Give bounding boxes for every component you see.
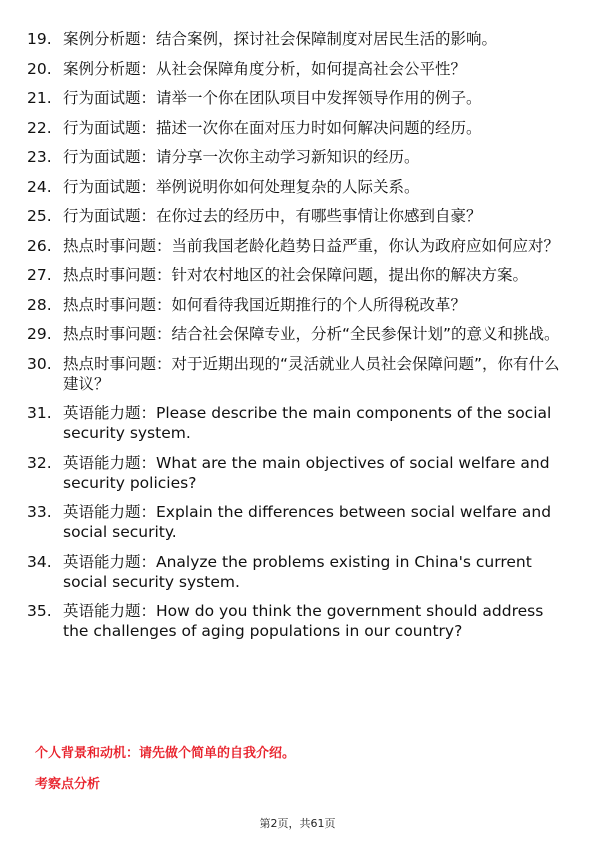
analysis-section-heading: 考察点分析 bbox=[35, 777, 101, 792]
question-item bbox=[0, 236, 595, 256]
question-number: 33. bbox=[27, 503, 52, 521]
question-text: 热点时事问题：当前我国老龄化趋势日益严重，你认为政府应如何应对？ bbox=[63, 236, 560, 255]
question-text: 热点时事问题：如何看待我国近期推行的个人所得税改革？ bbox=[63, 295, 467, 314]
question-item bbox=[0, 29, 595, 49]
question-text: 行为面试题：描述一次你在面对压力时如何解决问题的经历。 bbox=[63, 118, 482, 137]
question-text: 案例分析题：从社会保障角度分析，如何提高社会公平性？ bbox=[63, 59, 467, 78]
question-item bbox=[0, 295, 595, 315]
question-number: 20. bbox=[27, 59, 52, 78]
question-number: 22. bbox=[27, 118, 52, 137]
question-text: 行为面试题：请举一个你在团队项目中发挥领导作用的例子。 bbox=[63, 89, 482, 107]
question-item bbox=[0, 59, 595, 79]
question-item bbox=[0, 403, 595, 443]
page-number-footer: 第2页，共61页 bbox=[259, 817, 336, 830]
question-number: 21. bbox=[27, 89, 52, 107]
question-list bbox=[0, 29, 595, 651]
question-number: 23. bbox=[27, 148, 52, 166]
question-item bbox=[0, 118, 595, 138]
question-item bbox=[0, 177, 595, 197]
question-number: 35. bbox=[27, 602, 52, 620]
question-number: 32. bbox=[27, 453, 52, 472]
question-number: 31. bbox=[27, 404, 52, 422]
question-item bbox=[0, 601, 595, 641]
question-item bbox=[0, 265, 595, 285]
question-text: 英语能力题：Explain the differences between social welfare and social security. bbox=[63, 503, 552, 541]
question-text: 热点时事问题：对于近期出现的“灵活就业人员社会保障问题”，你有什么建议？ bbox=[63, 354, 560, 393]
question-item bbox=[0, 88, 595, 108]
question-item bbox=[0, 206, 595, 226]
question-number: 27. bbox=[27, 266, 52, 284]
question-item bbox=[0, 502, 595, 542]
question-text: 热点时事问题：针对农村地区的社会保障问题，提出你的解决方案。 bbox=[63, 266, 529, 284]
question-number: 28. bbox=[27, 295, 52, 314]
question-text: 热点时事问题：结合社会保障专业，分析“全民参保计划”的意义和挑战。 bbox=[63, 325, 560, 343]
question-number: 25. bbox=[27, 207, 52, 225]
question-number: 24. bbox=[27, 177, 52, 196]
question-number: 29. bbox=[27, 325, 52, 343]
question-text: 行为面试题：请分享一次你主动学习新知识的经历。 bbox=[63, 148, 420, 166]
question-number: 19. bbox=[27, 30, 52, 48]
question-text: 英语能力题：Please describe the main components of the social security system. bbox=[63, 404, 552, 442]
question-item bbox=[0, 354, 595, 394]
question-number: 30. bbox=[27, 354, 52, 373]
question-text: 案例分析题：结合案例，探讨社会保障制度对居民生活的影响。 bbox=[63, 30, 498, 48]
question-item bbox=[0, 453, 595, 493]
question-item bbox=[0, 324, 595, 344]
question-text: 英语能力题：Analyze the problems existing in China's current social security system. bbox=[63, 552, 532, 591]
question-text: 英语能力题：How do you think the government should address the challenges of aging populations in our country? bbox=[63, 602, 544, 640]
question-text: 行为面试题：举例说明你如何处理复杂的人际关系。 bbox=[63, 177, 420, 196]
question-number: 26. bbox=[27, 236, 52, 255]
question-item bbox=[0, 552, 595, 592]
question-text: 英语能力题：What are the main objectives of social welfare and security policies? bbox=[63, 453, 550, 492]
question-number: 34. bbox=[27, 552, 52, 571]
question-text: 行为面试题：在你过去的经历中，有哪些事情让你感到自豪？ bbox=[63, 207, 482, 225]
intro-section-heading: 个人背景和动机：请先做个简单的自我介绍。 bbox=[35, 746, 296, 761]
question-item bbox=[0, 147, 595, 167]
